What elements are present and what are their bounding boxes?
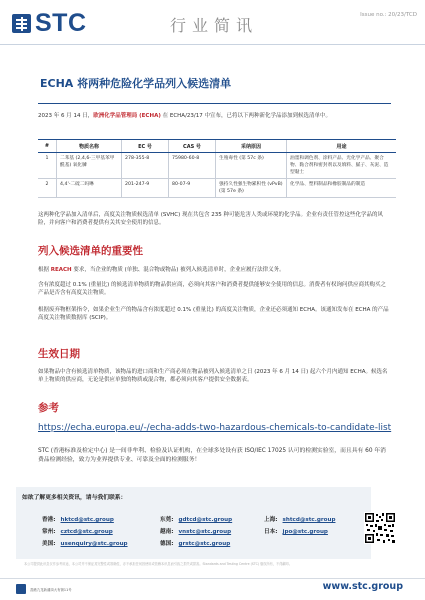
intro-prefix: 2023 年 6 月 14 日， — [38, 113, 94, 119]
effective-date-paragraph: 如果物品中含有候选清单物质，该物品的进口商和生产商必须在物品被列入候选清单之日 (2023 年 6 月 14 日) 起六个月内通知 ECHA。候选名单上物质的供应商，无论是供应单独的物质或混合物，都必须向其客户提供安全数据表。 — [38, 369, 388, 383]
cell-uses: 油墨和调色剂、涂料产品、光化学产品、聚合物、黏合剂和密封剂以及填料、腻子、灰泥、造型黏土 — [287, 153, 397, 179]
col-header-reason: 采纳原因 — [216, 140, 287, 153]
reach-term: REACH — [50, 267, 72, 273]
cell-substance: 4,4'-二硫二吗啉 — [57, 179, 122, 198]
disclaimer: 本公司提供此讯息仅作参考用途，本公司并不保证其完整性或准确性，亦不承担任何因使用或依赖本讯息而引致之损失或损害。Standards and Testing Centre (STC) 版权所有，不得翻印。 — [24, 562, 292, 566]
contact-email[interactable]: gdtcd@stc.group — [178, 517, 233, 523]
contact-heading: 如欲了解更多相关资讯，请与我们联系： — [22, 495, 127, 501]
table-header-row — [38, 140, 396, 153]
col-header-number: # — [38, 140, 57, 153]
contact-email[interactable]: vnstc@stc.group — [178, 529, 232, 535]
title-divider — [38, 103, 391, 104]
contact-email[interactable]: shtcd@stc.group — [282, 517, 336, 523]
contact-email[interactable]: grstc@stc.group — [178, 541, 231, 547]
qr-code-icon[interactable] — [364, 512, 396, 544]
section-title-reference: 参考 — [38, 402, 59, 414]
about-stc-paragraph: STC (香港标准及检定中心) 是一间非牟利、检验及认证机构，在全球多处设有获 ISO/IEC 17025 认可的检测实验室，而且具有 60 年消费品检测经验，致力为业界提供专业、可靠及全面的检测服务！ — [38, 448, 386, 463]
table-row — [38, 153, 396, 179]
cell-reason: 生殖毒性 (第 57c 条) — [216, 153, 287, 179]
contact-label: 东莞: — [160, 517, 174, 523]
section-title-effective-date: 生效日期 — [38, 348, 80, 360]
col-header-substance: 物质名称 — [57, 140, 122, 153]
section-title-importance: 列入候选清单的重要性 — [38, 245, 143, 257]
cell-reason: 强持久性强生物累积性 (vPvB) (第 57e 条) — [216, 179, 287, 198]
contact-email[interactable]: usenquiry@stc.group — [60, 541, 128, 547]
col-header-ec: EC 号 — [122, 140, 169, 153]
intro-paragraph — [38, 112, 400, 120]
cell-ec: 201-247-9 — [122, 179, 169, 198]
cell-uses: 化学品、塑料制品和橡胶制品的制造 — [287, 179, 397, 198]
footer-address: 香港九龙新蒲岗大有街11号 — [30, 588, 72, 592]
reach-suffix: 要求，当企业的物质 (单独、混合物或物品) 被列入候选清单时，企业应履行法律义务。 — [71, 267, 285, 273]
contact-email[interactable]: hktcd@stc.group — [60, 517, 114, 523]
notification-paragraph: 根据废弃物框架指令，如果企业生产的物品含有浓度超过 0.1% (重量比) 的高度关注物质，企业还必须通知 ECHA。该通知发布在 ECHA 的产品高度关注物质数据库 (SCIP)。 — [38, 307, 389, 321]
website-link[interactable]: www.stc.group — [322, 581, 403, 592]
reach-prefix: 根据 — [38, 267, 51, 273]
contact-label: 德国: — [160, 541, 174, 547]
contact-item — [264, 518, 328, 537]
contact-label: 日本: — [264, 529, 278, 535]
cell-ec: 278-355-8 — [122, 153, 169, 179]
newsletter-title: 行业简讯 — [170, 16, 259, 35]
cell-cas: 80-07-9 — [169, 179, 216, 198]
contact-item — [160, 530, 230, 549]
cell-number: 2 — [38, 179, 57, 198]
contact-label: 常州: — [42, 529, 56, 535]
intro-suffix: 在 ECHA/23/17 中宣布，已将以下两种新化学品添加到候选清单中。 — [160, 113, 332, 119]
footer-logo-icon — [16, 584, 26, 594]
article-title: ECHA 将两种危险化学品列入候选清单 — [40, 77, 232, 90]
contact-label: 越南: — [160, 529, 174, 535]
contact-email[interactable]: jpo@stc.group — [282, 529, 328, 535]
contact-email[interactable]: cztcd@stc.group — [60, 529, 113, 535]
stc-logo-text: STC — [35, 9, 87, 37]
cell-number: 1 — [38, 153, 57, 179]
supplier-paragraph: 含有浓度超过 0.1% (重量比) 的候选清单物质的物品供应商，必须向其客户和消费者提供能够安全使用的信息。消费者有权询问供应商其购买之产品是否含有高度关注物质。 — [38, 282, 387, 296]
contact-label: 香港: — [42, 517, 56, 523]
agency-name: 欧洲化学品管理局 (ECHA) — [93, 113, 161, 119]
substance-table — [38, 139, 396, 198]
issue-number: Issue no.: 20/23/TCD — [360, 12, 417, 18]
stc-logo-icon — [12, 14, 31, 33]
reach-paragraph — [38, 266, 391, 274]
col-header-cas: CAS 号 — [169, 140, 216, 153]
reference-link[interactable]: https://echa.europa.eu/-/echa-adds-two-hazardous-chemicals-to-candidate-list — [38, 423, 392, 433]
footer-divider — [0, 578, 425, 579]
col-header-uses: 用途 — [287, 140, 397, 153]
cell-cas: 75980-60-8 — [169, 153, 216, 179]
contact-label: 上海: — [264, 517, 278, 523]
table-row — [38, 179, 396, 198]
contact-item — [42, 530, 128, 549]
contact-label: 美国: — [42, 541, 56, 547]
svhc-paragraph: 这两种化学品加入清单后，高度关注物质候选清单 (SVHC) 现在共包含 235 种可能危害人类或环境的化学品。企业有责任管控这些化学品的风险，并向客户和消费者提供有关其安全使用的信息。 — [38, 212, 384, 226]
cell-substance: 二苯基 (2,4,6-三甲基苯甲酰基) 氧化膦 — [57, 153, 122, 179]
header-divider — [0, 44, 425, 45]
